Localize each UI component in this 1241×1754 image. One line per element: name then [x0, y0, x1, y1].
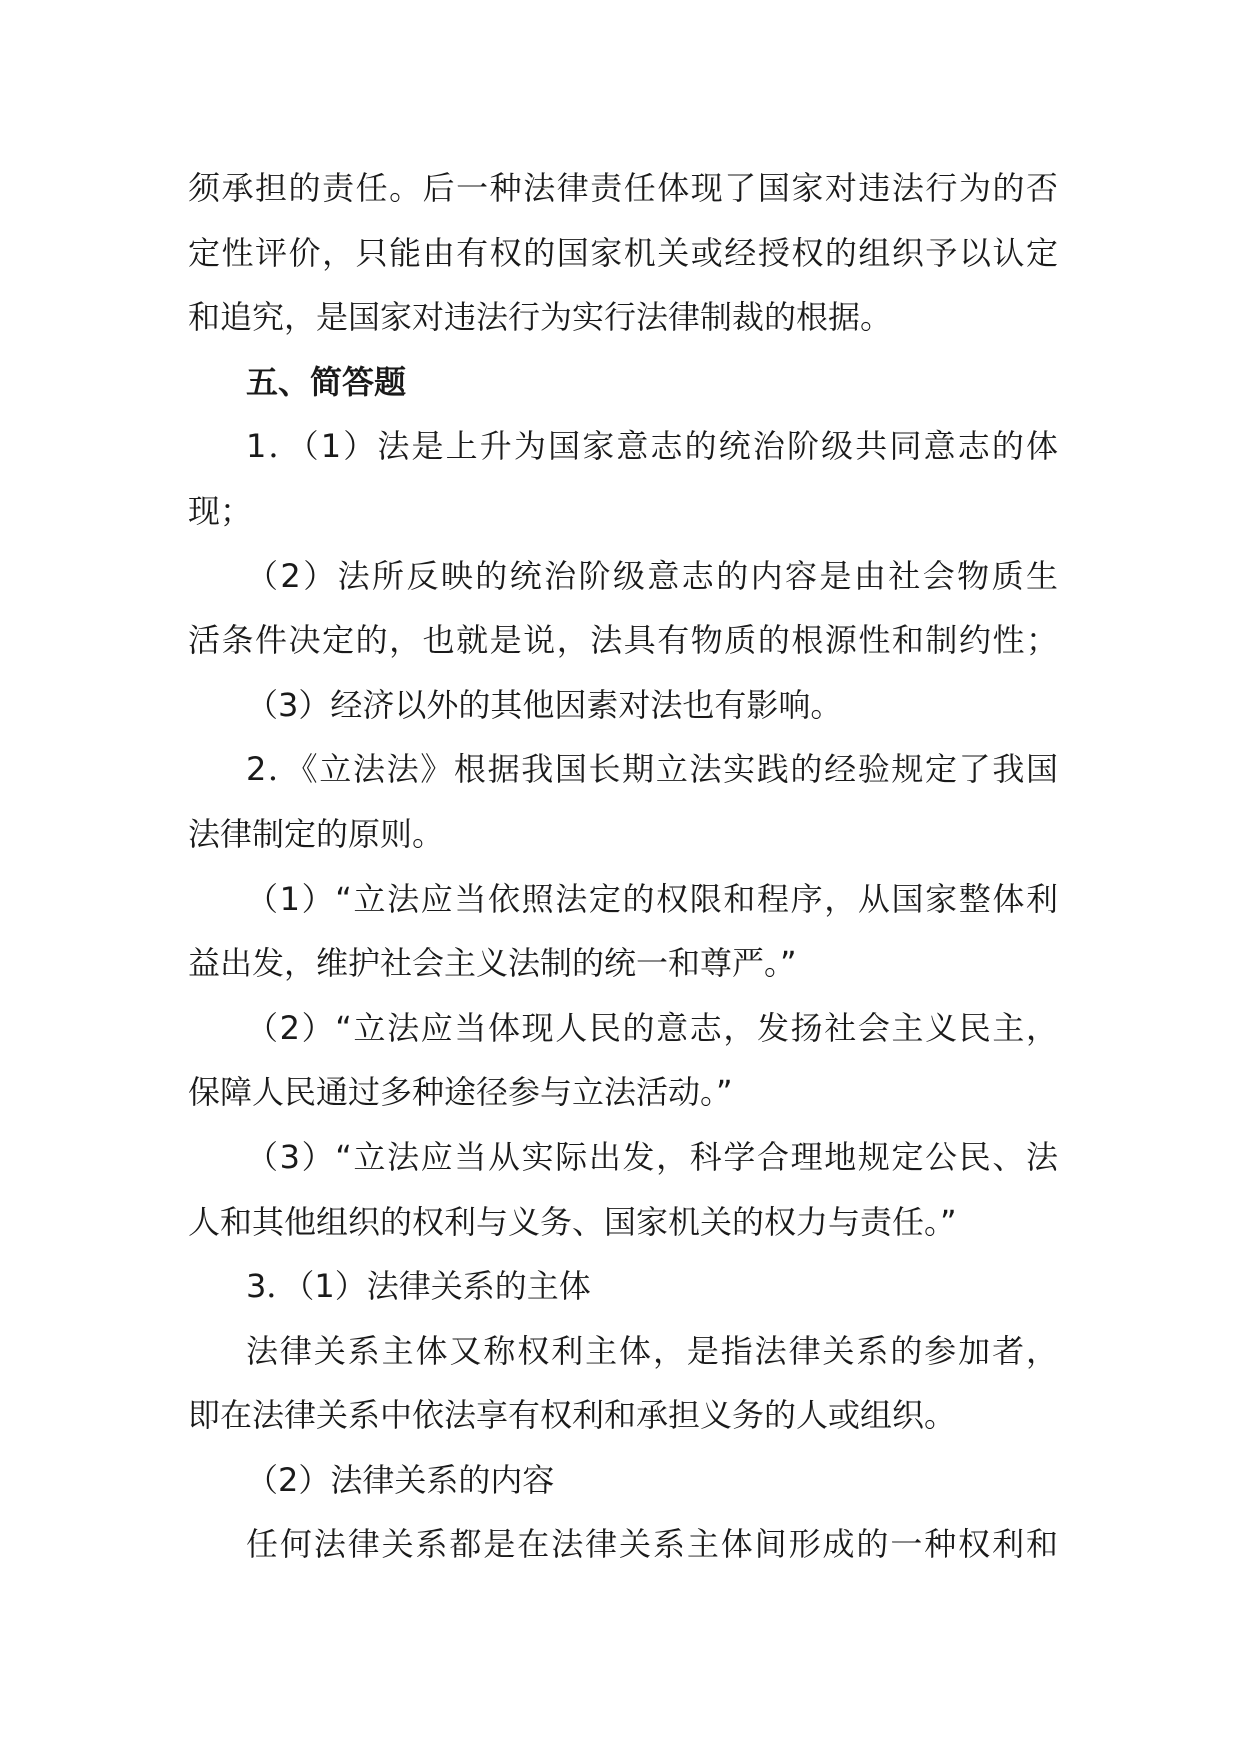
text-line: （2）法律关系的内容 [246, 1460, 555, 1499]
text-line: 法律关系主体又称权利主体，是指法律关系的参加者， [246, 1331, 1058, 1370]
text-line: 2．《立法法》根据我国长期立法实践的经验规定了我国 [246, 750, 1058, 789]
text-line: 益出发，维护社会主义法制的统一和尊严。” [188, 944, 797, 983]
text-line: （1）“立法应当依照法定的权限和程序，从国家整体利 [246, 879, 1058, 918]
text-line: 须承担的责任。后一种法律责任体现了国家对违法行为的否 [188, 169, 1058, 207]
text-line: 1．（1）法是上升为国家意志的统治阶级共同意志的体 [246, 427, 1058, 466]
text-line: （3）经济以外的其他因素对法也有影响。 [246, 685, 843, 724]
document-page [188, 156, 1058, 1577]
text-line: 人和其他组织的权利与义务、国家机关的权力与责任。” [188, 1202, 957, 1241]
text-line: 3．（1）法律关系的主体 [246, 1267, 591, 1306]
text-line: 现； [188, 491, 253, 530]
text-line: 定性评价，只能由有权的国家机关或经授权的组织予以认定 [188, 233, 1058, 272]
text-line: 任何法律关系都是在法律关系主体间形成的一种权利和 [246, 1525, 1058, 1564]
text-line: 活条件决定的，也就是说，法具有物质的根源性和制约性； [188, 621, 1058, 660]
text-line: 和追究，是国家对违法行为实行法律制裁的根据。 [188, 298, 893, 337]
text-line: 即在法律关系中依法享有权利和承担义务的人或组织。 [188, 1396, 957, 1435]
text-line: 法律制定的原则。 [188, 814, 445, 853]
section-heading: 五、简答题 [246, 362, 407, 401]
text-line: （3）“立法应当从实际出发，科学合理地规定公民、法 [246, 1137, 1058, 1176]
text-line: （2）“立法应当体现人民的意志，发扬社会主义民主， [246, 1008, 1058, 1047]
text-line: （2）法所反映的统治阶级意志的内容是由社会物质生 [246, 556, 1058, 595]
text-line: 保障人民通过多种途径参与立法活动。” [188, 1073, 733, 1112]
